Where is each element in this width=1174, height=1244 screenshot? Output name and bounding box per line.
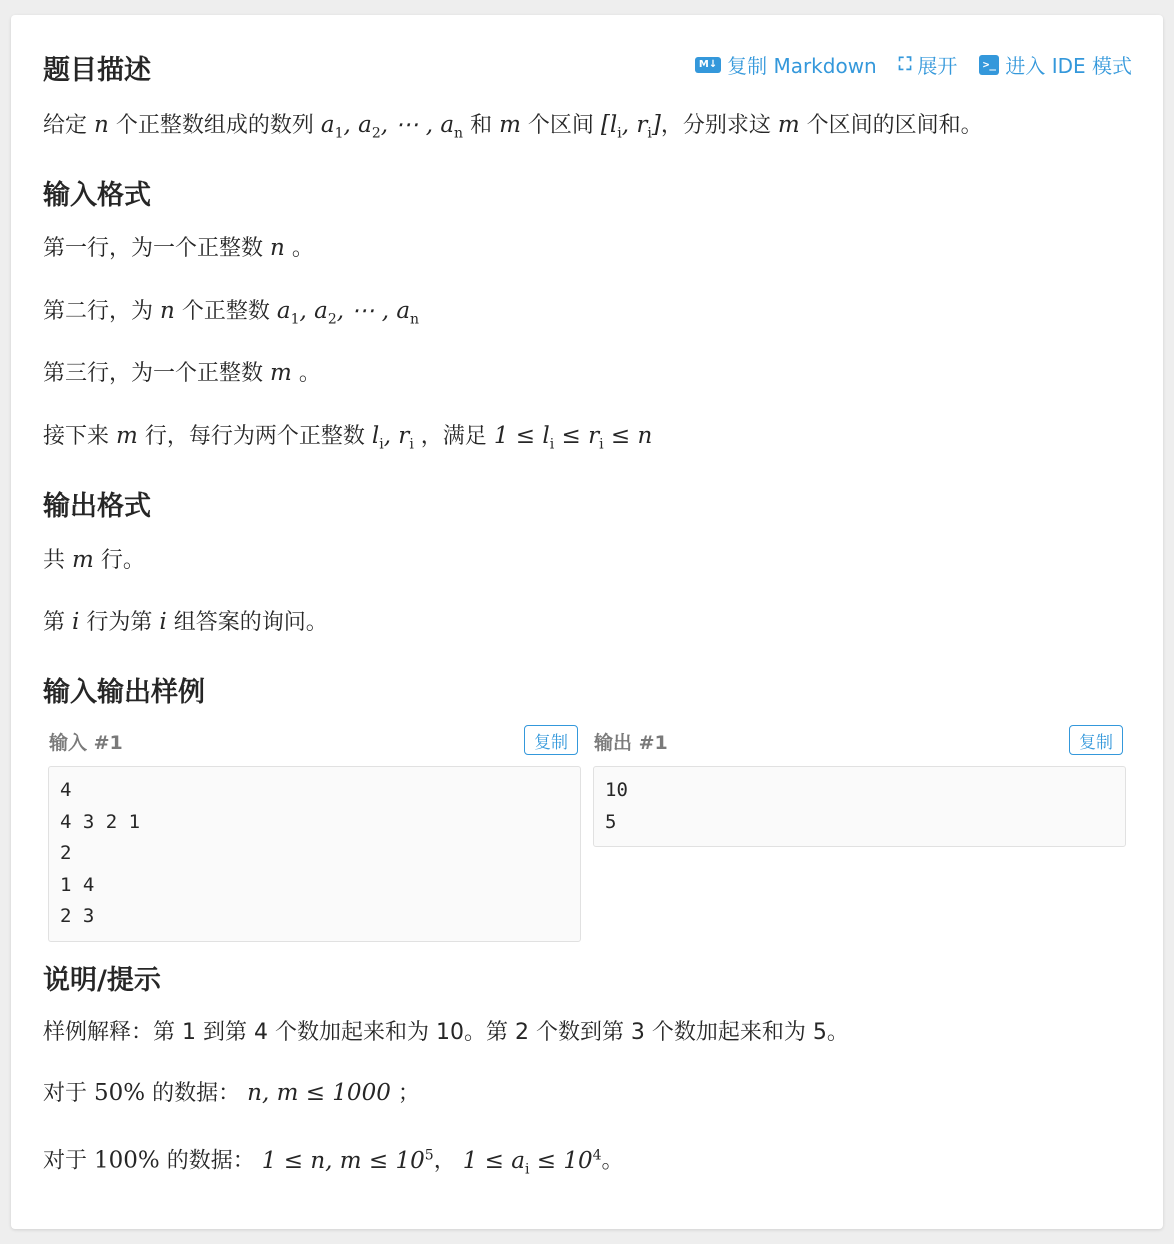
ide-mode-button[interactable] (979, 50, 1132, 79)
terminal-icon: >_ (979, 55, 999, 75)
ide-mode-label: 进入 IDE 模式 (1005, 54, 1132, 78)
copy-input-button[interactable]: 复制 (524, 725, 578, 755)
heading-description: 题目描述 (43, 55, 151, 86)
output-format-line-1: 共 m 行。 (43, 547, 145, 573)
output-format-line-2: 第 i 行为第 i 组答案的询问。 (43, 609, 328, 635)
copy-output-button[interactable]: 复制 (1069, 725, 1123, 755)
heading-output-format: 输出格式 (43, 491, 151, 522)
sample-input-title: 输入 #1 (49, 732, 123, 754)
copy-markdown-button[interactable] (695, 50, 877, 79)
sample-input-box (48, 766, 581, 942)
sample-output-code: 10 5 (605, 779, 628, 833)
heading-samples: 输入输出样例 (43, 677, 205, 708)
expand-icon: ⛶ (898, 54, 912, 75)
input-format-line-4: 接下来 m 行，每行为两个正整数 $l_i$, $r_i$ ，满足 $1 \le l_i \le r_i \le n$ (43, 423, 653, 453)
sample-output-title: 输出 #1 (594, 732, 668, 754)
input-format-line-3: 第三行，为一个正整数 m 。 (43, 360, 321, 386)
input-format-line-2: 第二行，为 n 个正整数 $a_1$, $a_2$, ⋯ , $a_n$ (43, 298, 420, 328)
expand-button[interactable] (899, 50, 958, 79)
copy-markdown-label: 复制 Markdown (727, 54, 877, 78)
toolbar (695, 50, 1132, 79)
input-format-line-1: 第一行，为一个正整数 n 。 (43, 235, 314, 261)
sample-output-box (593, 766, 1126, 847)
description-text: 给定 n 个正整数组成的数列 $a_1$, $a_2$, ⋯ , $a_n$ 和 m 个区间 [$l_i$, $r_i$]，分别求这 m 个区间的区间和。 (43, 112, 983, 142)
heading-hint: 说明/提示 (43, 965, 161, 996)
hint-line-3: 对于 100% 的数据： 1 ≤ n, $m \le 10^5$， $1 \le a_i \le 10^4$。 (43, 1147, 624, 1178)
markdown-icon: M↓ (695, 57, 721, 73)
sample-input-code: 4 4 3 2 1 2 1 4 2 3 (60, 779, 141, 927)
expand-label: 展开 (917, 54, 958, 78)
hint-line-2: 对于 50% 的数据： n, m ≤ 1000 ； (43, 1080, 420, 1106)
hint-line-1: 样例解释：第 1 到第 4 个数加起来和为 10。第 2 个数到第 3 个数加起来和为 5。 (43, 1020, 849, 1045)
heading-input-format: 输入格式 (43, 180, 151, 211)
problem-card (11, 15, 1163, 1229)
